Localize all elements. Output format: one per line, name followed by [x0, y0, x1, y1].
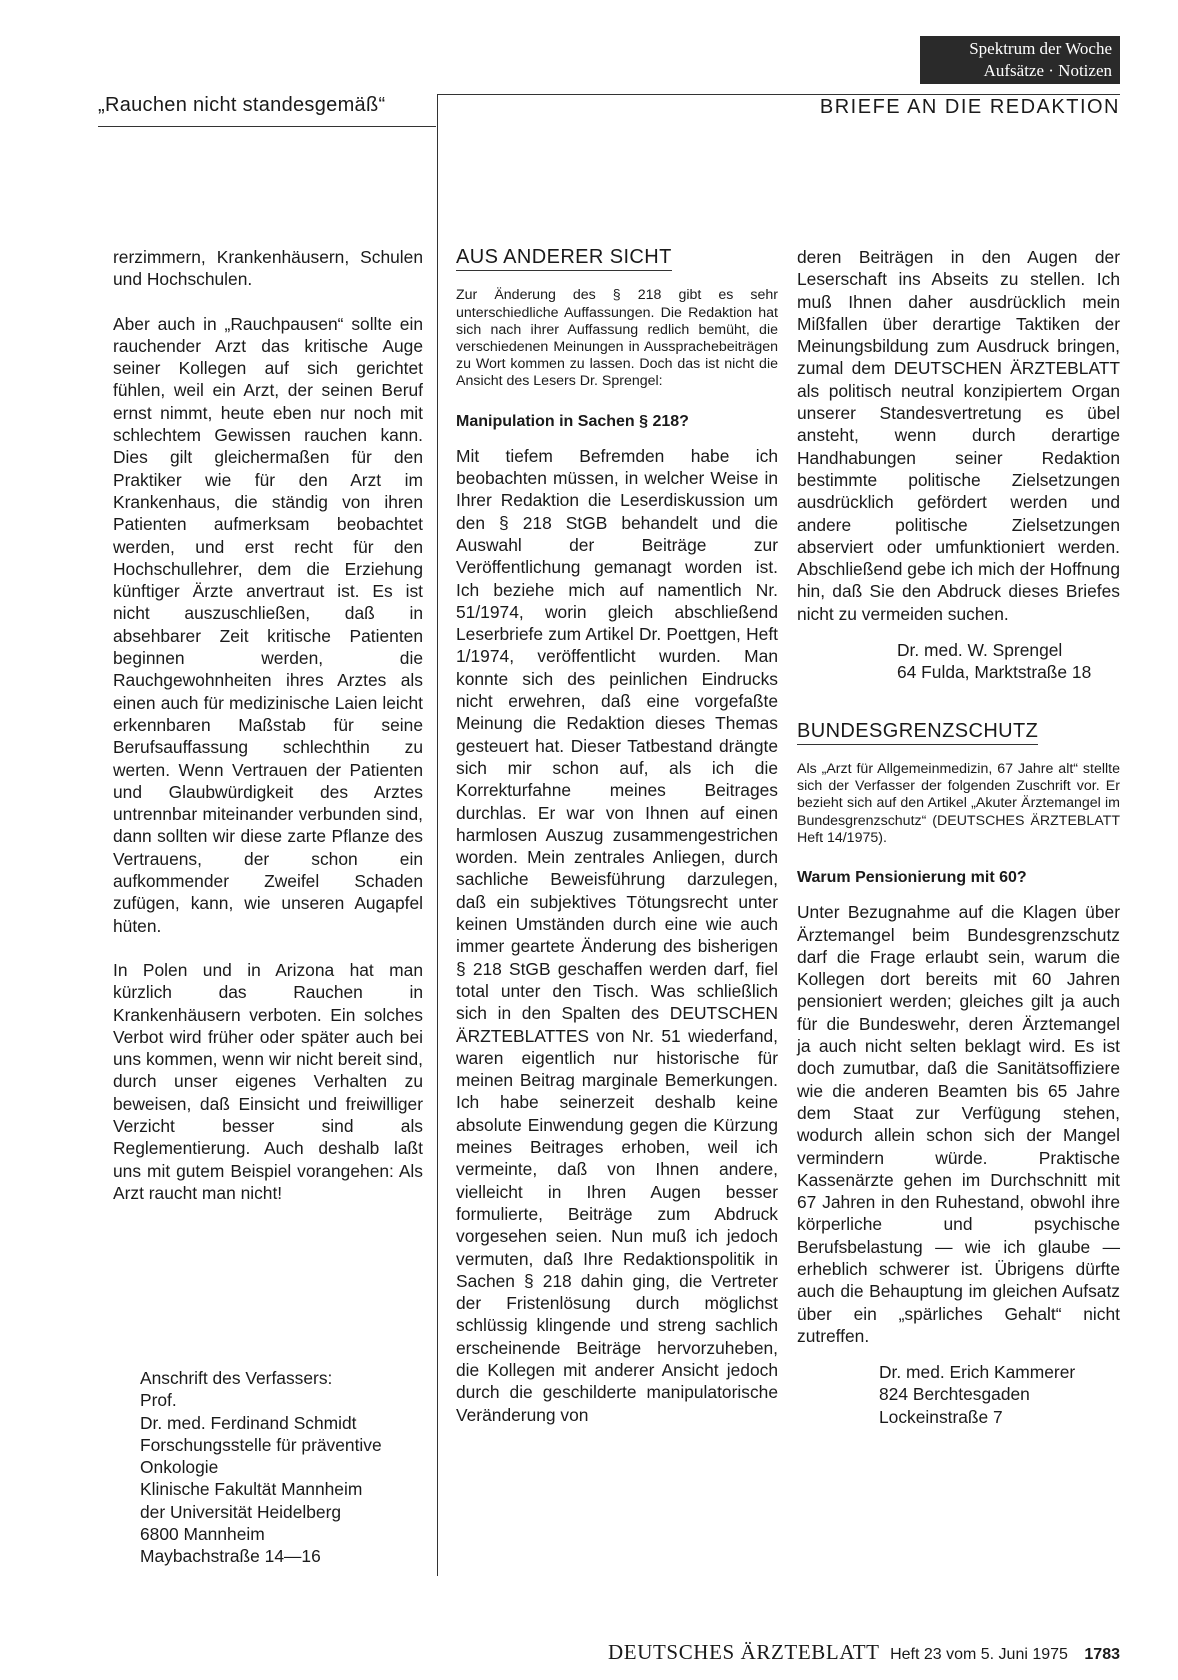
header-rule-right	[437, 94, 1120, 95]
signature-line: Lockeinstraße 7	[879, 1406, 1003, 1427]
page-footer	[608, 1640, 1120, 1665]
address-line: 6800 Mannheim	[140, 1524, 265, 1545]
address-line: Onkologie	[140, 1457, 219, 1478]
section-badge	[920, 36, 1120, 84]
signature-1	[797, 639, 1120, 684]
author-address	[140, 1367, 430, 1568]
address-line: Prof.	[140, 1390, 177, 1411]
col1-paragraph-2: Aber auch in „Rauchpausen“ sollte ein rauchender Arzt das kritische Auge seiner Kollegen auf sich gerichtet fühlen, weil ein Arzt, der seinen Beruf ernst nimmt, heute eben nur noch mit schlechtem Gewissen rauchen kann. Dies gilt gleichermaßen für den Praktiker wie für den Arzt im Krankenhaus, die ständig von ihren Patienten aufmerksam beobachtet werden, und erst recht für den Hochschullehrer, dem die Erziehung künftiger Ärzte anvertraut ist. Es ist nicht auszuschließen, daß in absehbarer Zeit kritische Patienten beginnen werden, die Rauchgewohnheiten ihres Arztes als einen auch für medizinische Laien leicht erkennbaren Maßstab für seine Berufsauffassung schlechthin zu werten. Wenn Vertrauen der Patienten und Glaubwürdigkeit des Arztes untrennbar miteinander verbunden sind, dann sollten wir diese zarte Pflanze des Vertrauens, der schon ein aufkommender Zweifel Schaden zufügen, kann, wie unseren Augapfel hüten.	[113, 313, 423, 936]
letter-body: Mit tiefem Befremden habe ich beobachten müssen, in welcher Weise in Ihrer Redaktion die Leserdiskussion um den § 218 StGB behandelt und die Auswahl der Beiträge zur Veröffentlichung gemanagt worden ist. Ich beziehe mich auf namentlich Nr. 51/1974, worin gleich abschließend Leserbriefe zum Artikel Dr. Poettgen, Heft 1/1974, veröffentlicht wurden. Man konnte sich des peinlichen Eindrucks nicht erwehren, daß eine vorgefaßte Meinung die Redaktion dieses Themas gesteuert hat. Dieser Tatbestand drängte sich mir schon auf, als ich die Korrekturfahne meines Beitrages durchlas. Er war von Ihnen auf einen harmlosen Auszug zusammengestrichen worden. Mein zentrales Anliegen, durch sachliche Beweisführung darzulegen, daß ein subjektives Tötungsrecht unter keinen Umständen durch eine wie auch immer geartete Änderung des bisherigen § 218 StGB geschaffen werden darf, fiel total unter den Tisch. Was schließlich sich in den Spalten des DEUTSCHEN ÄRZTEBLATTES von Nr. 51 wiederfand, waren eigentlich nur historische für meinen Beitrag marginale Bemerkungen. Ich habe seinerzeit deshalb keine absolute Einwendung gegen die Kürzung meines Beitrages erhoben, weil ich vermeinte, daß von Ihnen andere, vielleicht in Ihren Augen besser formulierte, Beiträge zum Abdruck vorgesehen seien. Nun muß ich jedoch vermuten, daß Ihre Redaktionspolitik in Sachen § 218 dahin ging, die Vertreter der Fristenlösung durch möglichst schlüssig klingende und streng sachlich erscheinende Beiträge hervorzuheben, die Kollegen mit anderer Ansicht jedoch durch die geschilderte manipulatorische Veränderung von	[456, 445, 778, 1425]
address-line: Maybachstraße 14—16	[140, 1546, 321, 1567]
letter-continuation: deren Beiträgen in den Augen der Leserschaft ins Abseits zu stellen. Ich muß Ihnen daher ausdrücklich mein Mißfallen über derartige Taktiken der Meinungsbildung zum Ausdruck bringen, zumal dem DEUTSCHEN ÄRZTEBLATT als politisch neutral konzipiertem Organ unserer Standesvertretung es übel ansteht, wenn durch derartige Handhabungen seiner Redaktion bestimmte politische Zielsetzungen ausdrücklich gefördert werden und andere politische Zielsetzungen abserviert oder umfunktioniert werden. Abschließend gebe ich mich der Hoffnung hin, daß Sie den Abdruck dieses Briefes nicht zu vermeiden suchen.	[797, 247, 1120, 624]
letter-body: Unter Bezugnahme auf die Klagen über Ärztemangel beim Bundesgrenzschutz darf die Frage erlaubt sein, warum die Kollegen dort bereits mit 60 Jahren pensioniert werden; gleiches gilt ja auch für die Bundeswehr, deren Ärztemangel ja auch nicht selten beklagt wird. Es ist doch zumutbar, daß die Sanitätsoffiziere wie die anderen Beamten bis 65 Jahre dem Staat zur Verfügung stehen, wodurch allein schon sich der Mangel vermindern würde. Praktische Kassenärzte gehen im Durchschnitt mit 67 Jahren in den Ruhestand, obwohl ihre körperliche und psychische Berufsbelastung — wie ich glaube — erheblich schwerer ist. Übrigens dürfte auch die Behauptung im gleichen Aufsatz über ein „spärliches Gehalt“ nicht zutreffen.	[797, 902, 1120, 1346]
journal-name: DEUTSCHES ÄRZTEBLATT	[608, 1640, 880, 1664]
address-line: Klinische Fakultät Mannheim	[140, 1479, 363, 1500]
column-1	[113, 246, 423, 1226]
editorial-intro: Als „Arzt für Allgemeinmedizin, 67 Jahre alt“ stellte sich der Verfasser der folgenden Zuschrift vor. Er bezieht sich auf den Artikel „Akuter Ärztemangel im Bundesgrenzschutz“ (DEUTSCHES ÄRZTEBLATT Heft 14/1975).	[797, 760, 1120, 846]
col1-paragraph-3: In Polen und in Arizona hat man kürzlich das Rauchen in Krankenhäusern verboten. Ein solches Verbot wird früher oder später auch bei uns kommen, wenn wir nicht bereit sind, durch unser eigenes Verhalten zu beweisen, daß Einsicht und freiwilliger Verzicht besser sind als Reglementierung. Auch deshalb laßt uns mit gutem Beispiel vorangehen: Als Arzt raucht man nicht!	[113, 959, 423, 1203]
address-line: Dr. med. Ferdinand Schmidt	[140, 1412, 357, 1433]
signature-2	[797, 1361, 1120, 1428]
column-3	[797, 246, 1120, 1428]
signature-line: 824 Berchtesgaden	[879, 1384, 1030, 1405]
address-line: Forschungsstelle für präventive	[140, 1434, 382, 1455]
badge-line-1: Spektrum der Woche	[969, 39, 1112, 58]
header-rule-left	[98, 126, 436, 127]
signature-line: 64 Fulda, Marktstraße 18	[897, 662, 1092, 683]
column-rule	[437, 94, 438, 1576]
badge-line-2: Aufsätze · Notizen	[983, 61, 1112, 80]
section-title: BRIEFE AN DIE REDAKTION	[819, 96, 1120, 118]
section-heading: AUS ANDERER SICHT	[456, 246, 672, 271]
signature-line: Dr. med. W. Sprengel	[897, 640, 1063, 661]
section-heading: BUNDESGRENZSCHUTZ	[797, 720, 1038, 745]
issue-info: Heft 23 vom 5. Juni 1975	[890, 1646, 1068, 1663]
col1-paragraph-1: rerzimmern, Krankenhäusern, Schulen und Hochschulen.	[113, 247, 423, 290]
page-number: 1783	[1084, 1646, 1120, 1663]
column-2	[456, 246, 778, 1448]
editorial-intro: Zur Änderung des § 218 gibt es sehr unterschiedliche Auffassungen. Die Redaktion hat sich nach ihrer Auffassung redlich bemüht, die verschiedenen Meinungen in Aussprachebeiträgen zu Wort kommen zu lassen. Doch das ist nicht die Ansicht des Lesers Dr. Sprengel:	[456, 287, 778, 390]
article-title: „Rauchen nicht standesgemäß“	[98, 94, 386, 116]
letter-heading: Manipulation in Sachen § 218?	[456, 412, 689, 430]
signature-line: Dr. med. Erich Kammerer	[879, 1362, 1076, 1383]
address-line: der Universität Heidelberg	[140, 1501, 342, 1522]
address-line: Anschrift des Verfassers:	[140, 1368, 333, 1388]
letter-heading: Warum Pensionierung mit 60?	[797, 868, 1027, 886]
